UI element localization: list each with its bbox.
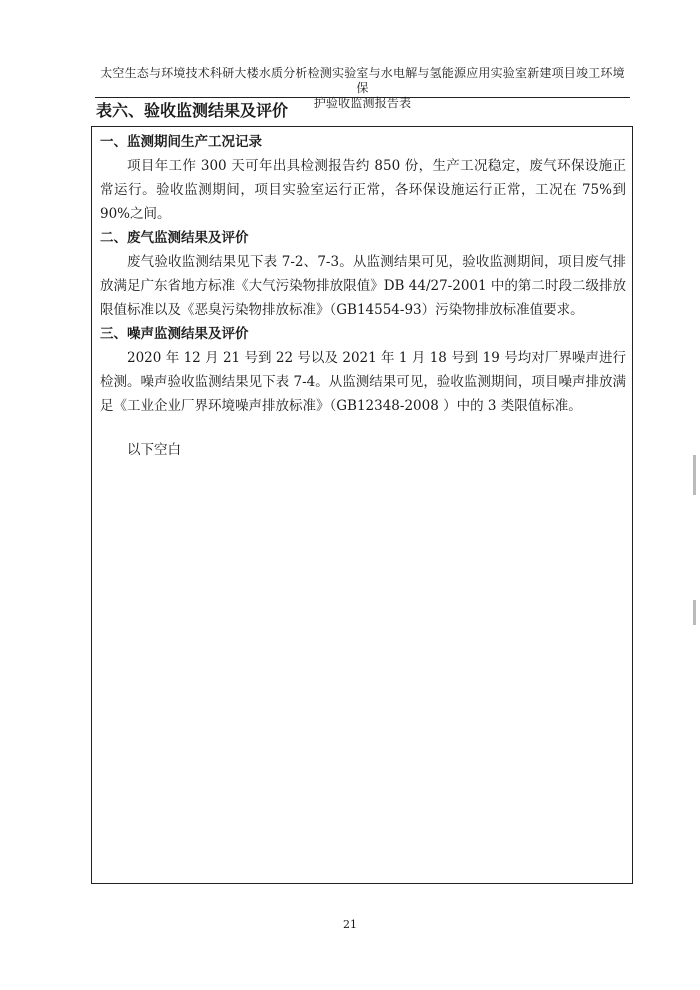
table-title: 表六、验收监测结果及评价	[96, 101, 289, 120]
paragraph-operating-conditions: 项目年工作 300 天可年出具检测报告约 850 份，生产工况稳定，废气环保设施正常运行。验收监测期间，项目实验室运行正常，各环保设施运行正常，工况在 75%到 90%之间。	[100, 158, 626, 222]
section-title-exhaust-gas: 二、废气监测结果及评价	[100, 230, 249, 246]
blank-note: 以下空白	[127, 442, 181, 458]
scan-edge-mark	[693, 455, 696, 495]
header-rule	[95, 97, 630, 98]
content-box	[91, 126, 633, 884]
section-title-operating-conditions: 一、监测期间生产工况记录	[100, 134, 262, 150]
paragraph-noise: 2020 年 12 月 21 号到 22 号以及 2021 年 1 月 18 号到 19 号均对厂界噪声进行检测。噪声验收监测结果见下表 7-4。从监测结果可见，验收监测期间，项目噪声排放满足《工业企业厂界环境噪声排放标准》（GB12348-2008 ）中的 3 类限值标准。	[100, 350, 626, 414]
header-line-2: 护验收监测报告表	[313, 96, 412, 110]
paragraph-exhaust-gas: 废气验收监测结果见下表 7-2、7-3。从监测结果可见，验收监测期间，项目废气排放满足广东省地方标准《大气污染物排放限值》DB 44/27-2001 中的第二时段二级排放限值标准以及《恶臭污染物排放标准》（GB14554-93）污染物排放标准值要求。	[100, 254, 626, 318]
section-title-noise: 三、噪声监测结果及评价	[100, 326, 249, 342]
header-line-1: 太空生态与环境技术科研大楼水质分析检测实验室与水电解与氢能源应用实验室新建项目竣工环境保	[100, 66, 625, 95]
content-body	[100, 130, 626, 462]
scan-edge-mark	[693, 600, 696, 625]
page-number: 21	[343, 918, 357, 931]
